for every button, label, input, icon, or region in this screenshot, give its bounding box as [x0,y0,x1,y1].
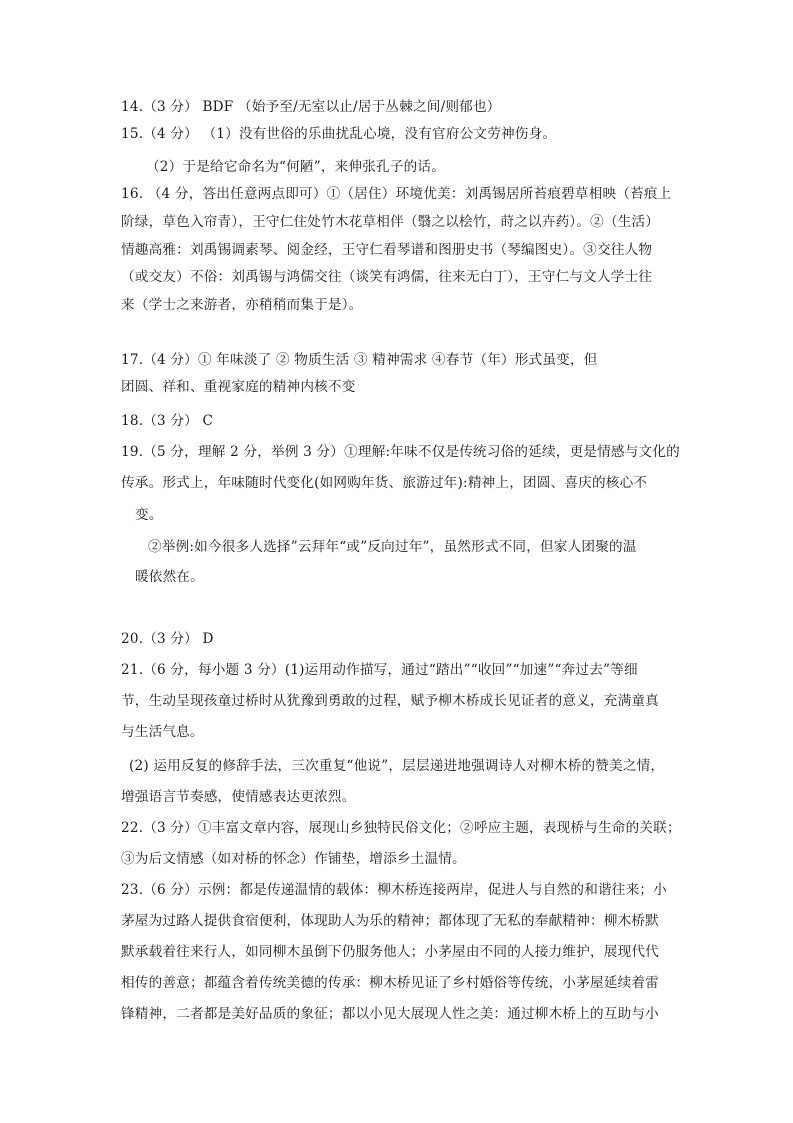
answer-23-line-4: 相传的善意；都蕴含着传统美德的传承：柳木桥见证了乡村婚俗等传统，小茅屋延续着雷 [121,975,659,991]
answer-19-line-1: 19.（5 分，理解 2 分，举例 3 分）①理解:年味不仅是传统习俗的延续，更是情感与文化的 [121,444,680,460]
answer-21-line-2: 节，生动呈现孩童过桥时从犹豫到勇敢的过程，赋予柳木桥成长见证者的意义，充满童真 [121,693,659,709]
answer-17-line-2: 团圆、祥和、重视家庭的精神内核不变 [121,379,356,395]
answer-22-line-2: ③为后文情感（如对桥的怀念）作铺垫，增添乡土温情。 [121,851,466,867]
answer-18-line-1: 18.（3 分） C [121,413,214,429]
answer-16-line-1: 16. （4 分，答出任意两点即可）①（居住）环境优美：刘禹锡居所苔痕碧草相映（苔痕上 [121,186,672,202]
answer-23-line-5: 锋精神，二者都是美好品质的象征；都以小见大展现人性之美：通过柳木桥上的互助与小 [121,1006,659,1022]
answer-17-line-1: 17.（4 分）① 年味淡了 ② 物质生活 ③ 精神需求 ④春节（年）形式虽变，但 [121,352,598,368]
answer-23-line-2: 茅屋为过路人提供食宿便利，体现助人为乐的精神；都体现了无私的奉献精神：柳木桥默 [121,913,659,929]
answer-21-line-1: 21.（6 分，每小题 3 分）(1)运用动作描写，通过“踏出”“收回”“加速”“奔过去”等细 [121,662,638,678]
answer-16-line-4: （或交友）不俗：刘禹锡与鸿儒交往（谈笑有鸿儒，往来无白丁），王守仁与文人学士往 [121,269,653,285]
answer-23-line-3: 默承载着往来行人，如同柳木虽倒下仍服务他人；小茅屋由不同的人接力维护，展现代代 [121,944,659,960]
answer-14-line-1: 14.（3 分） BDF （始予至/无室以止/居于丛棘之间/则郁也） [121,99,501,115]
answer-19-line-5: 暖依然在。 [135,569,204,585]
answer-19-line-4: ②举例:如今很多人选择”云拜年“或”反向过年”，虽然形式不同，但家人团聚的温 [148,539,637,555]
answer-20-line-1: 20.（3 分） D [121,631,214,647]
answer-22-line-1: 22.（3 分）①丰富文章内容，展现山乡独特民俗文化；②呼应主题，表现桥与生命的关联； [121,820,681,836]
answer-15-line-1: 15.（4 分） （1）没有世俗的乐曲扰乱心境，没有官府公文劳神伤身。 [121,126,557,142]
answer-16-line-2: 阶绿，草色入帘青），王守仁住处竹木花草相伴（翳之以桧竹，莳之以卉药）。②（生活） [121,214,660,230]
answer-19-line-3: 变。 [135,507,163,523]
answer-23-line-1: 23.（6 分）示例：都是传递温情的载体：柳木桥连接两岸，促进人与自然的和谐往来；小 [121,882,667,898]
answer-21-line-3: 与生活气息。 [121,724,204,740]
answer-15-line-2: （2）于是给它命名为“何陋”，来伸张孔子的话。 [146,159,446,175]
answer-19-line-2: 传承。形式上，年味随时代变化(如网购年货、旅游过年):精神上，团圆、喜庆的核心不 [121,475,648,491]
answer-21-line-4: (2) 运用反复的修辞手法，三次重复“他说”，层层递进地强调诗人对柳木桥的赞美之情， [129,758,665,774]
answer-16-line-3: 情趣高雅：刘禹锡调素琴、阅金经，王守仁看琴谱和图册史书（琴编图史）。③交往人物 [121,242,653,258]
answer-21-line-5: 增强语言节奏感，使情感表达更浓烈。 [121,789,356,805]
answer-16-line-5: 来（学士之来游者，亦稍稍而集于是）。 [121,297,363,313]
